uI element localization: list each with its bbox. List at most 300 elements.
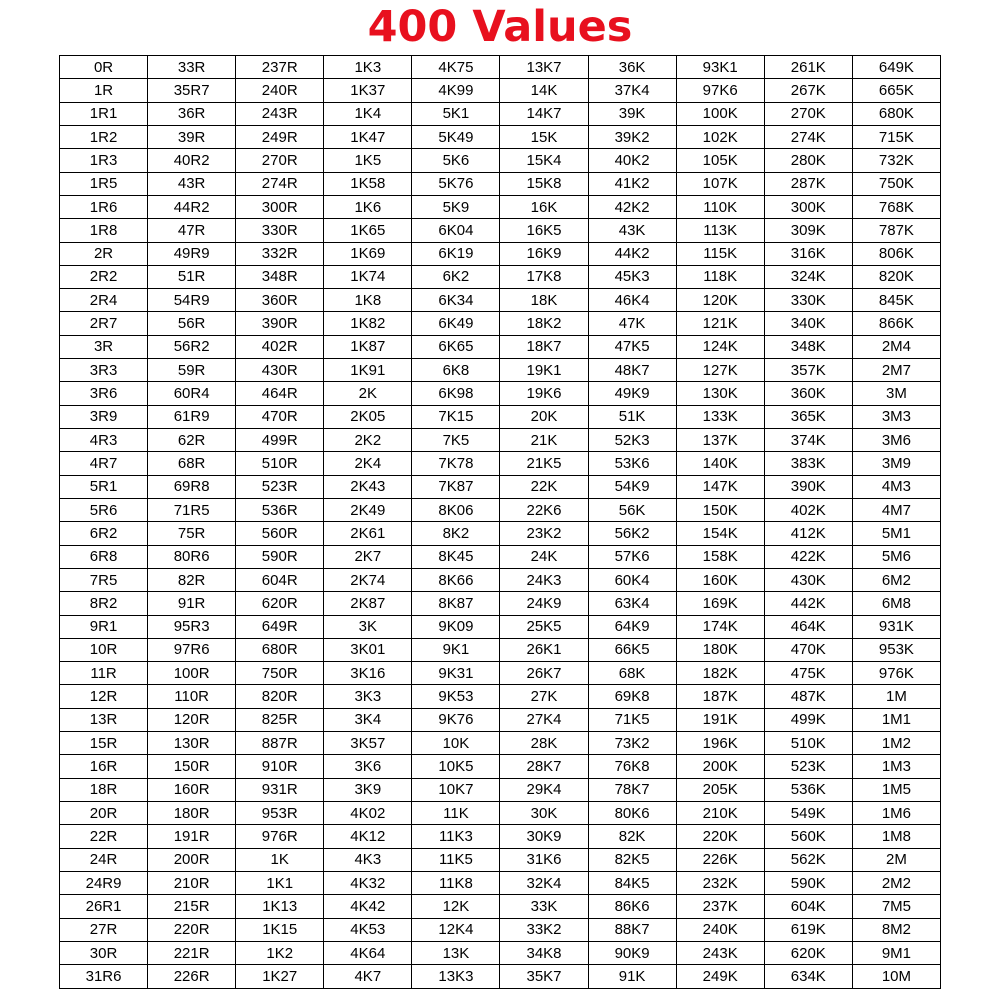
value-cell: 18K bbox=[500, 289, 588, 312]
value-cell: 6R2 bbox=[60, 522, 148, 545]
value-cell: 560K bbox=[764, 825, 852, 848]
value-cell: 1R1 bbox=[60, 102, 148, 125]
value-cell: 4K42 bbox=[324, 895, 412, 918]
table-row bbox=[60, 56, 941, 79]
value-cell: 680R bbox=[236, 638, 324, 661]
value-cell: 115K bbox=[676, 242, 764, 265]
value-cell: 249K bbox=[676, 965, 764, 989]
value-cell: 6K19 bbox=[412, 242, 500, 265]
table-row bbox=[60, 638, 941, 661]
value-cell: 45K3 bbox=[588, 265, 676, 288]
value-cell: 732K bbox=[852, 149, 940, 172]
table-row bbox=[60, 429, 941, 452]
value-cell: 63K4 bbox=[588, 592, 676, 615]
value-cell: 7R5 bbox=[60, 568, 148, 591]
value-cell: 154K bbox=[676, 522, 764, 545]
value-cell: 9R1 bbox=[60, 615, 148, 638]
value-cell: 619K bbox=[764, 918, 852, 941]
value-cell: 7K78 bbox=[412, 452, 500, 475]
value-cell: 35K7 bbox=[500, 965, 588, 989]
value-cell: 25K5 bbox=[500, 615, 588, 638]
value-cell: 19K6 bbox=[500, 382, 588, 405]
value-cell: 71K5 bbox=[588, 708, 676, 731]
value-cell: 100K bbox=[676, 102, 764, 125]
value-cell: 523R bbox=[236, 475, 324, 498]
value-cell: 6K49 bbox=[412, 312, 500, 335]
value-cell: 27K4 bbox=[500, 708, 588, 731]
value-cell: 510R bbox=[236, 452, 324, 475]
value-cell: 18R bbox=[60, 778, 148, 801]
value-cell: 1M1 bbox=[852, 708, 940, 731]
value-cell: 1K3 bbox=[324, 56, 412, 79]
value-cell: 78K7 bbox=[588, 778, 676, 801]
value-cell: 19K1 bbox=[500, 359, 588, 382]
value-cell: 240K bbox=[676, 918, 764, 941]
value-cell: 6K2 bbox=[412, 265, 500, 288]
value-cell: 9K09 bbox=[412, 615, 500, 638]
value-cell: 422K bbox=[764, 545, 852, 568]
value-cell: 11R bbox=[60, 662, 148, 685]
value-cell: 7K15 bbox=[412, 405, 500, 428]
value-cell: 8M2 bbox=[852, 918, 940, 941]
value-cell: 10K7 bbox=[412, 778, 500, 801]
value-cell: 113K bbox=[676, 219, 764, 242]
value-cell: 4K75 bbox=[412, 56, 500, 79]
value-cell: 1M5 bbox=[852, 778, 940, 801]
table-row bbox=[60, 825, 941, 848]
value-cell: 309K bbox=[764, 219, 852, 242]
value-cell: 220R bbox=[148, 918, 236, 941]
value-cell: 330R bbox=[236, 219, 324, 242]
value-cell: 1K bbox=[236, 848, 324, 871]
value-cell: 1K15 bbox=[236, 918, 324, 941]
value-cell: 49R9 bbox=[148, 242, 236, 265]
table-row bbox=[60, 405, 941, 428]
value-cell: 10K bbox=[412, 732, 500, 755]
value-cell: 24K3 bbox=[500, 568, 588, 591]
value-cell: 42K2 bbox=[588, 195, 676, 218]
value-cell: 4K12 bbox=[324, 825, 412, 848]
value-cell: 82K bbox=[588, 825, 676, 848]
value-cell: 39K2 bbox=[588, 125, 676, 148]
value-cell: 5K49 bbox=[412, 125, 500, 148]
value-cell: 84K5 bbox=[588, 871, 676, 894]
value-cell: 44R2 bbox=[148, 195, 236, 218]
value-cell: 20K bbox=[500, 405, 588, 428]
value-cell: 180K bbox=[676, 638, 764, 661]
value-cell: 2K bbox=[324, 382, 412, 405]
value-cell: 20R bbox=[60, 802, 148, 825]
value-cell: 17K8 bbox=[500, 265, 588, 288]
value-cell: 59R bbox=[148, 359, 236, 382]
value-cell: 47R bbox=[148, 219, 236, 242]
value-cell: 22K6 bbox=[500, 498, 588, 521]
value-cell: 620K bbox=[764, 941, 852, 964]
value-cell: 24R9 bbox=[60, 871, 148, 894]
value-cell: 24K bbox=[500, 545, 588, 568]
value-cell: 261K bbox=[764, 56, 852, 79]
value-cell: 191K bbox=[676, 708, 764, 731]
table-row bbox=[60, 522, 941, 545]
value-cell: 4K64 bbox=[324, 941, 412, 964]
value-cell: 14K7 bbox=[500, 102, 588, 125]
value-cell: 560R bbox=[236, 522, 324, 545]
value-cell: 2K49 bbox=[324, 498, 412, 521]
table-row bbox=[60, 475, 941, 498]
value-cell: 169K bbox=[676, 592, 764, 615]
value-cell: 215R bbox=[148, 895, 236, 918]
value-cell: 2K4 bbox=[324, 452, 412, 475]
value-cell: 11K3 bbox=[412, 825, 500, 848]
value-cell: 470R bbox=[236, 405, 324, 428]
value-cell: 4K32 bbox=[324, 871, 412, 894]
table-row bbox=[60, 662, 941, 685]
value-cell: 147K bbox=[676, 475, 764, 498]
value-cell: 56K2 bbox=[588, 522, 676, 545]
value-cell: 23K2 bbox=[500, 522, 588, 545]
value-cell: 10M bbox=[852, 965, 940, 989]
value-cell: 3M9 bbox=[852, 452, 940, 475]
value-cell: 80R6 bbox=[148, 545, 236, 568]
value-cell: 150K bbox=[676, 498, 764, 521]
value-cell: 1K65 bbox=[324, 219, 412, 242]
table-row bbox=[60, 848, 941, 871]
page-title: 400 Values bbox=[367, 2, 633, 52]
table-row bbox=[60, 359, 941, 382]
value-cell: 40K2 bbox=[588, 149, 676, 172]
table-row bbox=[60, 498, 941, 521]
value-cell: 10R bbox=[60, 638, 148, 661]
value-cell: 2K61 bbox=[324, 522, 412, 545]
value-cell: 210K bbox=[676, 802, 764, 825]
value-cell: 105K bbox=[676, 149, 764, 172]
value-cell: 9K1 bbox=[412, 638, 500, 661]
value-cell: 5M6 bbox=[852, 545, 940, 568]
value-cell: 54K9 bbox=[588, 475, 676, 498]
value-cell: 66K5 bbox=[588, 638, 676, 661]
value-cell: 15K8 bbox=[500, 172, 588, 195]
value-cell: 1K8 bbox=[324, 289, 412, 312]
value-cell: 2K7 bbox=[324, 545, 412, 568]
value-cell: 9K53 bbox=[412, 685, 500, 708]
table-row bbox=[60, 149, 941, 172]
value-cell: 3R6 bbox=[60, 382, 148, 405]
value-cell: 3K57 bbox=[324, 732, 412, 755]
value-cell: 26K1 bbox=[500, 638, 588, 661]
value-cell: 68K bbox=[588, 662, 676, 685]
value-cell: 61R9 bbox=[148, 405, 236, 428]
table-row bbox=[60, 965, 941, 989]
value-cell: 1M8 bbox=[852, 825, 940, 848]
value-cell: 365K bbox=[764, 405, 852, 428]
value-cell: 243R bbox=[236, 102, 324, 125]
value-cell: 53K6 bbox=[588, 452, 676, 475]
value-cell: 31R6 bbox=[60, 965, 148, 989]
value-cell: 27R bbox=[60, 918, 148, 941]
value-cell: 274K bbox=[764, 125, 852, 148]
value-cell: 4K99 bbox=[412, 79, 500, 102]
value-cell: 6K65 bbox=[412, 335, 500, 358]
value-cell: 12K bbox=[412, 895, 500, 918]
value-cell: 390R bbox=[236, 312, 324, 335]
value-cell: 82R bbox=[148, 568, 236, 591]
value-cell: 13K7 bbox=[500, 56, 588, 79]
value-cell: 1K37 bbox=[324, 79, 412, 102]
value-cell: 270K bbox=[764, 102, 852, 125]
value-cell: 2M4 bbox=[852, 335, 940, 358]
value-cell: 39K bbox=[588, 102, 676, 125]
value-cell: 1K27 bbox=[236, 965, 324, 989]
value-cell: 196K bbox=[676, 732, 764, 755]
value-cell: 2K05 bbox=[324, 405, 412, 428]
value-cell: 21K bbox=[500, 429, 588, 452]
value-cell: 3R9 bbox=[60, 405, 148, 428]
table-row bbox=[60, 242, 941, 265]
value-cell: 768K bbox=[852, 195, 940, 218]
value-cell: 8K66 bbox=[412, 568, 500, 591]
table-row bbox=[60, 802, 941, 825]
table-row bbox=[60, 79, 941, 102]
value-cell: 1R5 bbox=[60, 172, 148, 195]
value-cell: 1M2 bbox=[852, 732, 940, 755]
value-cell: 200K bbox=[676, 755, 764, 778]
value-cell: 499K bbox=[764, 708, 852, 731]
value-cell: 1K1 bbox=[236, 871, 324, 894]
value-cell: 332R bbox=[236, 242, 324, 265]
value-cell: 11K bbox=[412, 802, 500, 825]
value-cell: 130R bbox=[148, 732, 236, 755]
value-cell: 200R bbox=[148, 848, 236, 871]
table-row bbox=[60, 265, 941, 288]
value-cell: 120K bbox=[676, 289, 764, 312]
value-cell: 232K bbox=[676, 871, 764, 894]
value-cell: 97R6 bbox=[148, 638, 236, 661]
value-cell: 182K bbox=[676, 662, 764, 685]
value-cell: 54R9 bbox=[148, 289, 236, 312]
value-cell: 28K7 bbox=[500, 755, 588, 778]
value-cell: 3K4 bbox=[324, 708, 412, 731]
value-cell: 7K5 bbox=[412, 429, 500, 452]
value-cell: 56R bbox=[148, 312, 236, 335]
value-cell: 12R bbox=[60, 685, 148, 708]
value-cell: 274R bbox=[236, 172, 324, 195]
value-cell: 5K9 bbox=[412, 195, 500, 218]
value-cell: 6K04 bbox=[412, 219, 500, 242]
value-cell: 237K bbox=[676, 895, 764, 918]
table-row bbox=[60, 195, 941, 218]
value-cell: 1M6 bbox=[852, 802, 940, 825]
value-cell: 340K bbox=[764, 312, 852, 335]
value-cell: 11K8 bbox=[412, 871, 500, 894]
value-cell: 30R bbox=[60, 941, 148, 964]
value-cell: 845K bbox=[852, 289, 940, 312]
value-cell: 28K bbox=[500, 732, 588, 755]
value-cell: 4R3 bbox=[60, 429, 148, 452]
value-cell: 5K1 bbox=[412, 102, 500, 125]
table-row bbox=[60, 685, 941, 708]
value-cell: 8K06 bbox=[412, 498, 500, 521]
value-cell: 806K bbox=[852, 242, 940, 265]
table-row bbox=[60, 778, 941, 801]
table-row bbox=[60, 918, 941, 941]
value-cell: 2M2 bbox=[852, 871, 940, 894]
value-cell: 2K2 bbox=[324, 429, 412, 452]
value-cell: 348K bbox=[764, 335, 852, 358]
value-cell: 430K bbox=[764, 568, 852, 591]
value-cell: 133K bbox=[676, 405, 764, 428]
value-cell: 665K bbox=[852, 79, 940, 102]
value-cell: 464R bbox=[236, 382, 324, 405]
value-cell: 24K9 bbox=[500, 592, 588, 615]
value-cell: 1K58 bbox=[324, 172, 412, 195]
value-cell: 4R7 bbox=[60, 452, 148, 475]
value-cell: 1M3 bbox=[852, 755, 940, 778]
value-cell: 76K8 bbox=[588, 755, 676, 778]
value-cell: 649R bbox=[236, 615, 324, 638]
value-cell: 390K bbox=[764, 475, 852, 498]
table-row bbox=[60, 452, 941, 475]
value-cell: 13K bbox=[412, 941, 500, 964]
table-row bbox=[60, 382, 941, 405]
value-cell: 6M2 bbox=[852, 568, 940, 591]
value-cell: 210R bbox=[148, 871, 236, 894]
value-cell: 300K bbox=[764, 195, 852, 218]
value-cell: 499R bbox=[236, 429, 324, 452]
value-cell: 82K5 bbox=[588, 848, 676, 871]
value-cell: 590R bbox=[236, 545, 324, 568]
value-cell: 6M8 bbox=[852, 592, 940, 615]
table-row bbox=[60, 871, 941, 894]
value-cell: 3M3 bbox=[852, 405, 940, 428]
value-cell: 43K bbox=[588, 219, 676, 242]
value-cell: 220K bbox=[676, 825, 764, 848]
value-cell: 51K bbox=[588, 405, 676, 428]
value-cell: 52K3 bbox=[588, 429, 676, 452]
value-cell: 48K7 bbox=[588, 359, 676, 382]
value-cell: 2R4 bbox=[60, 289, 148, 312]
value-cell: 9M1 bbox=[852, 941, 940, 964]
value-cell: 1K91 bbox=[324, 359, 412, 382]
value-cell: 8R2 bbox=[60, 592, 148, 615]
value-cell: 430R bbox=[236, 359, 324, 382]
value-cell: 820K bbox=[852, 265, 940, 288]
value-cell: 3M6 bbox=[852, 429, 940, 452]
value-cell: 160R bbox=[148, 778, 236, 801]
value-cell: 825R bbox=[236, 708, 324, 731]
value-cell: 221R bbox=[148, 941, 236, 964]
value-cell: 2K43 bbox=[324, 475, 412, 498]
value-cell: 9K76 bbox=[412, 708, 500, 731]
value-cell: 4K53 bbox=[324, 918, 412, 941]
value-cell: 40R2 bbox=[148, 149, 236, 172]
value-cell: 5K76 bbox=[412, 172, 500, 195]
table-row bbox=[60, 312, 941, 335]
value-cell: 3K3 bbox=[324, 685, 412, 708]
value-cell: 8K87 bbox=[412, 592, 500, 615]
table-row bbox=[60, 708, 941, 731]
value-cell: 102K bbox=[676, 125, 764, 148]
value-cell: 158K bbox=[676, 545, 764, 568]
value-cell: 13R bbox=[60, 708, 148, 731]
value-cell: 39R bbox=[148, 125, 236, 148]
value-cell: 715K bbox=[852, 125, 940, 148]
value-cell: 412K bbox=[764, 522, 852, 545]
value-cell: 931R bbox=[236, 778, 324, 801]
value-cell: 91R bbox=[148, 592, 236, 615]
value-cell: 5R6 bbox=[60, 498, 148, 521]
value-cell: 110K bbox=[676, 195, 764, 218]
value-cell: 93K1 bbox=[676, 56, 764, 79]
value-cell: 4M7 bbox=[852, 498, 940, 521]
value-cell: 18K2 bbox=[500, 312, 588, 335]
value-cell: 110R bbox=[148, 685, 236, 708]
value-cell: 15K4 bbox=[500, 149, 588, 172]
value-cell: 6K34 bbox=[412, 289, 500, 312]
value-cell: 750K bbox=[852, 172, 940, 195]
value-cell: 243K bbox=[676, 941, 764, 964]
value-cell: 3R bbox=[60, 335, 148, 358]
value-cell: 22R bbox=[60, 825, 148, 848]
value-cell: 226R bbox=[148, 965, 236, 989]
value-cell: 1R bbox=[60, 79, 148, 102]
value-cell: 97K6 bbox=[676, 79, 764, 102]
value-cell: 348R bbox=[236, 265, 324, 288]
value-cell: 90K9 bbox=[588, 941, 676, 964]
value-cell: 1K87 bbox=[324, 335, 412, 358]
value-cell: 680K bbox=[852, 102, 940, 125]
table-row bbox=[60, 102, 941, 125]
table-row bbox=[60, 592, 941, 615]
value-cell: 36R bbox=[148, 102, 236, 125]
value-cell: 32K4 bbox=[500, 871, 588, 894]
value-cell: 536K bbox=[764, 778, 852, 801]
value-cell: 34K8 bbox=[500, 941, 588, 964]
value-cell: 634K bbox=[764, 965, 852, 989]
value-cell: 1R8 bbox=[60, 219, 148, 242]
value-cell: 26K7 bbox=[500, 662, 588, 685]
value-cell: 33K2 bbox=[500, 918, 588, 941]
value-cell: 2M bbox=[852, 848, 940, 871]
table-row bbox=[60, 941, 941, 964]
value-cell: 68R bbox=[148, 452, 236, 475]
value-cell: 3K6 bbox=[324, 755, 412, 778]
value-cell: 5R1 bbox=[60, 475, 148, 498]
value-cell: 35R7 bbox=[148, 79, 236, 102]
value-cell: 442K bbox=[764, 592, 852, 615]
value-cell: 2R bbox=[60, 242, 148, 265]
value-cell: 73K2 bbox=[588, 732, 676, 755]
value-cell: 150R bbox=[148, 755, 236, 778]
value-cell: 16R bbox=[60, 755, 148, 778]
value-cell: 8K2 bbox=[412, 522, 500, 545]
value-cell: 953R bbox=[236, 802, 324, 825]
value-cell: 3K01 bbox=[324, 638, 412, 661]
value-cell: 75R bbox=[148, 522, 236, 545]
value-cell: 536R bbox=[236, 498, 324, 521]
value-cell: 47K bbox=[588, 312, 676, 335]
value-cell: 191R bbox=[148, 825, 236, 848]
value-cell: 3K bbox=[324, 615, 412, 638]
value-cell: 107K bbox=[676, 172, 764, 195]
value-cell: 86K6 bbox=[588, 895, 676, 918]
value-cell: 47K5 bbox=[588, 335, 676, 358]
value-cell: 21K5 bbox=[500, 452, 588, 475]
table-row bbox=[60, 125, 941, 148]
value-cell: 3K16 bbox=[324, 662, 412, 685]
value-cell: 13K3 bbox=[412, 965, 500, 989]
table-row bbox=[60, 755, 941, 778]
value-cell: 30K bbox=[500, 802, 588, 825]
